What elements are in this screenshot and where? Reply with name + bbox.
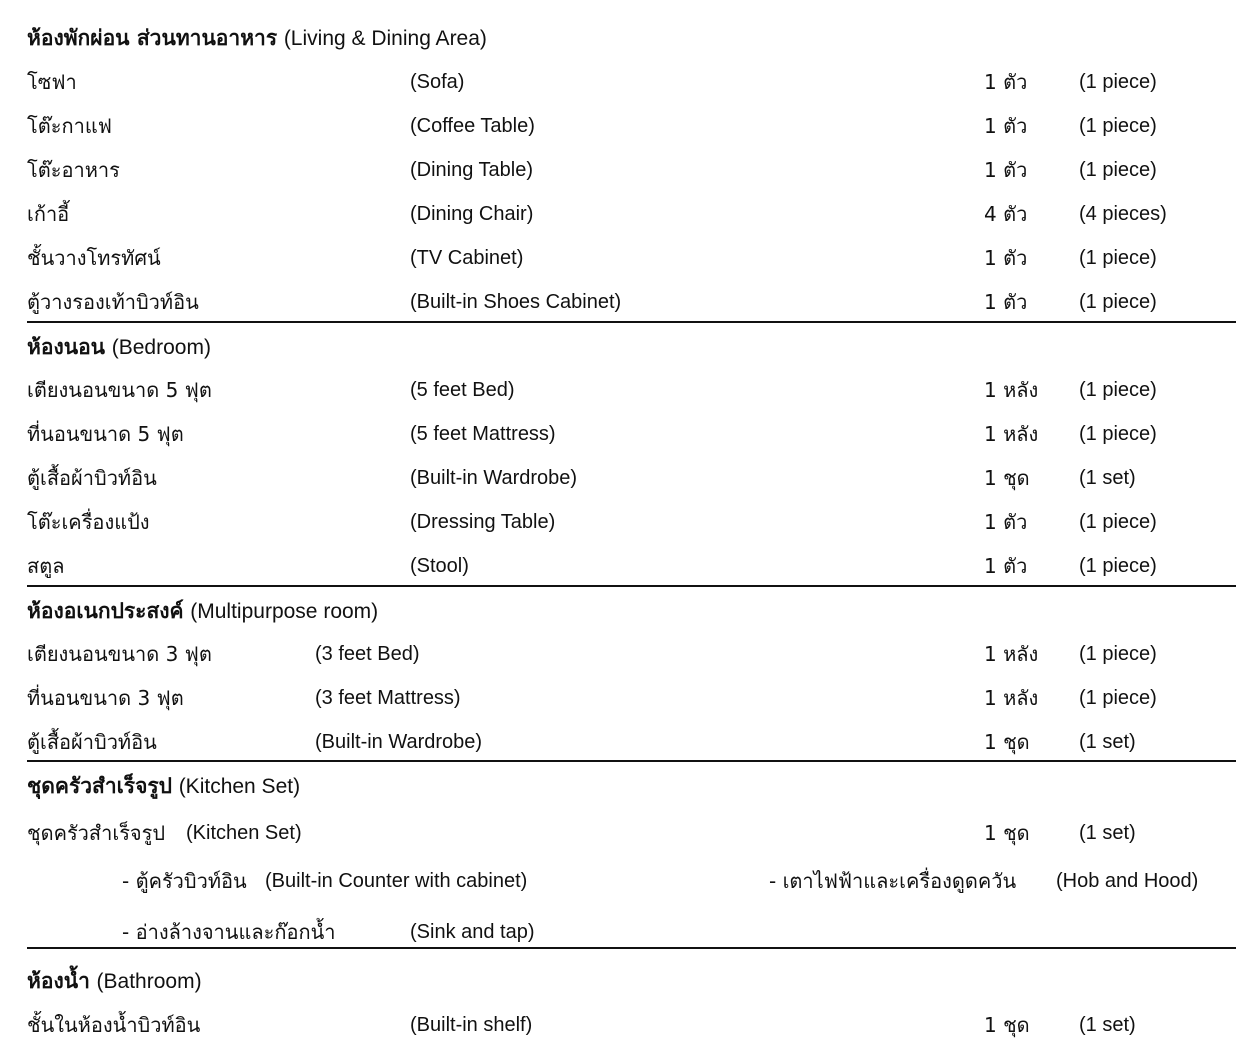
heading-english: (Kitchen Set)	[178, 775, 301, 798]
item-name-english: (Built-in Wardrobe)	[315, 731, 483, 753]
heading-thai: ห้องนอน	[27, 335, 106, 359]
item-quantity-english: (1 set)	[1079, 467, 1136, 489]
item-quantity-thai: 1 ตัว	[984, 290, 1028, 314]
item-name-thai: โต๊ะเครื่องแป้ง	[27, 510, 150, 534]
item-name-thai: โต๊ะกาแฟ	[27, 114, 112, 138]
item-quantity-thai: 1 หลัง	[984, 686, 1039, 710]
item-name-english: (3 feet Mattress)	[315, 687, 461, 709]
item-quantity-thai: 4 ตัว	[984, 202, 1028, 226]
heading-thai: ห้องพักผ่อน ส่วนทานอาหาร	[27, 26, 278, 50]
section-divider	[27, 760, 1236, 762]
item-name-english: (Dressing Table)	[410, 511, 556, 533]
item-name-english: (Sofa)	[410, 71, 465, 93]
item-name-english: (Dining Chair)	[410, 203, 534, 225]
item-name-thai: เก้าอี้	[27, 202, 70, 226]
item-quantity-english: (1 piece)	[1079, 423, 1157, 445]
item-quantity-thai: 1 ตัว	[984, 246, 1028, 270]
item-quantity-english: (1 piece)	[1079, 511, 1157, 533]
item-quantity-thai: 1 หลัง	[984, 422, 1039, 446]
item-name-thai: เตียงนอนขนาด 5 ฟุต	[27, 378, 212, 402]
item-quantity-thai: 1 หลัง	[984, 642, 1039, 666]
item-quantity-english: (1 piece)	[1079, 687, 1157, 709]
item-name-thai: สตูล	[27, 554, 65, 578]
item-quantity-thai: 1 ตัว	[984, 510, 1028, 534]
section-divider	[27, 947, 1236, 949]
item-name-english: (Built-in Shoes Cabinet)	[410, 291, 622, 313]
item-name-english: (Dining Table)	[410, 159, 534, 181]
item-quantity-english: (1 piece)	[1079, 379, 1157, 401]
item-quantity-thai: 1 ชุด	[984, 466, 1030, 490]
item-name-thai: ตู้วางรองเท้าบิวท์อิน	[27, 290, 199, 314]
section-divider	[27, 321, 1236, 323]
subitem-english: (Sink and tap)	[410, 921, 535, 943]
heading-english: (Bathroom)	[96, 970, 202, 993]
item-name-english: (Kitchen Set)	[186, 822, 302, 844]
item-quantity-thai: 1 ชุด	[984, 1013, 1030, 1037]
item-name-thai: ชั้นวางโทรทัศน์	[27, 246, 161, 270]
item-quantity-english: (1 piece)	[1079, 247, 1157, 269]
section-divider	[27, 585, 1236, 587]
item-quantity-thai: 1 ตัว	[984, 114, 1028, 138]
item-quantity-thai: 1 หลัง	[984, 378, 1039, 402]
section-heading-kitchen	[27, 773, 300, 800]
item-quantity-english: (1 piece)	[1079, 115, 1157, 137]
item-quantity-english: (1 set)	[1079, 822, 1136, 844]
heading-thai: ชุดครัวสำเร็จรูป	[27, 774, 172, 798]
item-name-thai: ตู้เสื้อผ้าบิวท์อิน	[27, 730, 157, 754]
item-name-thai: ชั้นในห้องน้ำบิวท์อิน	[27, 1013, 201, 1037]
item-name-thai: ตู้เสื้อผ้าบิวท์อิน	[27, 466, 157, 490]
item-quantity-english: (1 piece)	[1079, 291, 1157, 313]
item-name-thai: เตียงนอนขนาด 3 ฟุต	[27, 642, 212, 666]
item-name-thai: ที่นอนขนาด 5 ฟุต	[27, 422, 184, 446]
item-name-english: (3 feet Bed)	[315, 643, 420, 665]
item-name-english: (TV Cabinet)	[410, 247, 524, 269]
item-quantity-english: (1 piece)	[1079, 159, 1157, 181]
heading-thai: ห้องอเนกประสงค์	[27, 599, 184, 623]
item-quantity-english: (4 pieces)	[1079, 203, 1167, 225]
section-heading-living	[27, 25, 487, 52]
heading-english: (Multipurpose room)	[190, 600, 379, 623]
subitem-thai: - ตู้ครัวบิวท์อิน	[122, 869, 247, 893]
item-quantity-english: (1 set)	[1079, 731, 1136, 753]
heading-english: (Living & Dining Area)	[283, 27, 487, 50]
item-quantity-thai: 1 ชุด	[984, 821, 1030, 845]
item-quantity-english: (1 piece)	[1079, 555, 1157, 577]
item-name-thai: ชุดครัวสำเร็จรูป	[27, 821, 166, 845]
section-heading-bedroom	[27, 334, 211, 361]
item-name-english: (Stool)	[410, 555, 469, 577]
item-quantity-english: (1 set)	[1079, 1014, 1136, 1036]
item-quantity-thai: 1 ตัว	[984, 554, 1028, 578]
subitem-thai: - อ่างล้างจานและก๊อกน้ำ	[122, 920, 336, 944]
item-name-english: (5 feet Mattress)	[410, 423, 556, 445]
section-heading-bathroom	[27, 968, 202, 995]
item-name-english: (Coffee Table)	[410, 115, 535, 137]
heading-thai: ห้องน้ำ	[27, 969, 90, 993]
item-name-thai: โซฟา	[27, 70, 77, 94]
item-quantity-english: (1 piece)	[1079, 643, 1157, 665]
subitem-thai: - เตาไฟฟ้าและเครื่องดูดควัน	[769, 869, 1017, 893]
item-quantity-english: (1 piece)	[1079, 71, 1157, 93]
item-name-english: (Built-in shelf)	[410, 1014, 533, 1036]
item-name-english: (Built-in Wardrobe)	[410, 467, 578, 489]
item-quantity-thai: 1 ตัว	[984, 70, 1028, 94]
item-quantity-thai: 1 ตัว	[984, 158, 1028, 182]
heading-english: (Bedroom)	[111, 336, 211, 359]
item-name-thai: โต๊ะอาหาร	[27, 158, 120, 182]
subitem-english: (Hob and Hood)	[1056, 870, 1199, 892]
item-name-thai: ที่นอนขนาด 3 ฟุต	[27, 686, 184, 710]
section-heading-multipurpose	[27, 598, 378, 625]
item-name-english: (5 feet Bed)	[410, 379, 515, 401]
subitem-english: (Built-in Counter with cabinet)	[265, 870, 528, 892]
item-quantity-thai: 1 ชุด	[984, 730, 1030, 754]
